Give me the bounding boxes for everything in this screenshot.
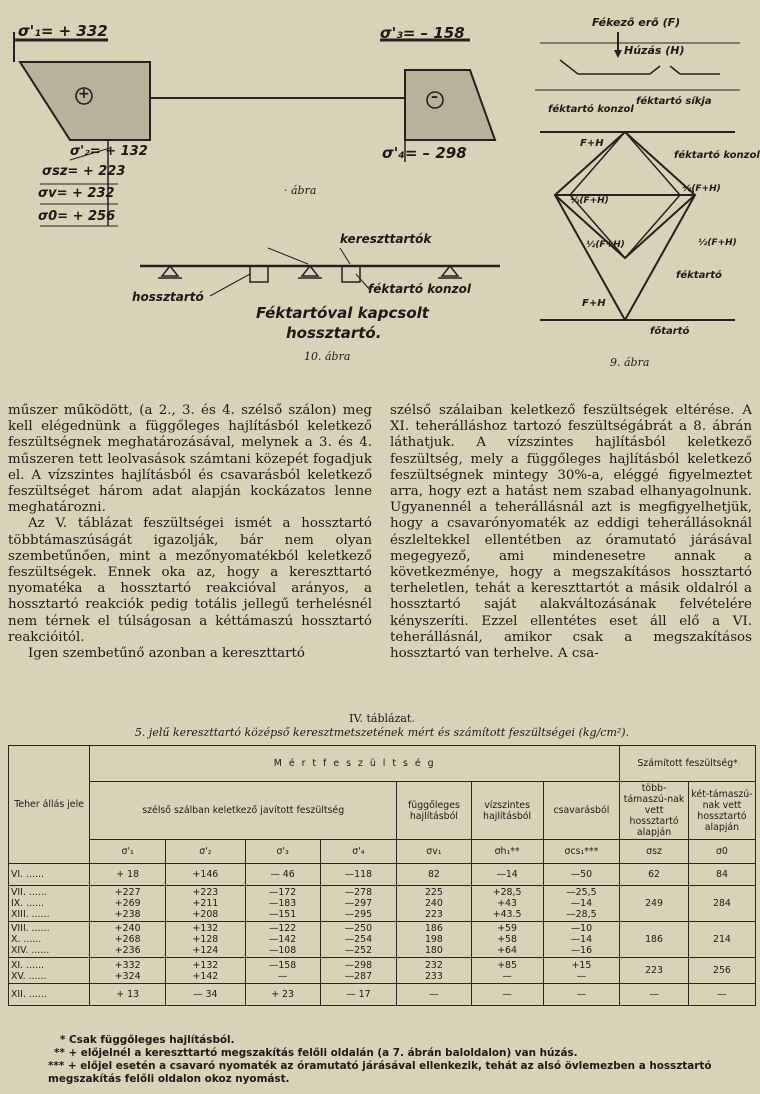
cell-value: +208	[192, 909, 219, 920]
paragraph: Igen szembetűnő azonban a kereszttartó	[28, 646, 305, 662]
label-fekezo-ero: Fékező erő (F)	[592, 16, 681, 29]
table-cell	[166, 984, 245, 1006]
header-ketamaszu: két-támaszú-nak vett hossztartó alapján	[688, 782, 755, 840]
fig9-caption: 9. ábra	[610, 356, 650, 369]
header-tobbtamaszu: több-támaszú-nak vett hossztartó alapján	[620, 782, 689, 840]
table-cell	[320, 984, 397, 1006]
sym-cell: σcs₁***	[543, 840, 620, 864]
table-cell	[90, 886, 166, 922]
paragraph: műszer működött, (a 2., 3. és 4. szélső szálon) meg kell elégednünk a függőleges hajlításból keletkező feszültségnek meghatározásával, melynek a 3. és 4. műszeren tett leolvasások számtani közepét fogadjuk el. A vízszintes hajlításból és csavarásból keletkező feszültséget három adat alapján kockázatos lenne meghatározni.	[8, 403, 372, 516]
cell-value: —278	[344, 887, 373, 898]
label-fektarto-konzol-top: féktartó konzol	[548, 104, 634, 115]
table-cell	[9, 864, 90, 886]
cell-value: +146	[192, 869, 219, 880]
cell-value: +227	[114, 887, 141, 898]
cell-value: + 13	[116, 989, 140, 1000]
table-cell	[471, 958, 543, 984]
cell-value: — 34	[193, 989, 218, 1000]
label-sigma-sz: σsz= + 223	[42, 164, 126, 179]
cell-value: —287	[344, 970, 373, 982]
table-cell: 223	[620, 958, 689, 984]
cell-value: —183	[268, 898, 297, 909]
table-cell	[245, 864, 320, 886]
table-cell	[320, 958, 397, 984]
table-cell: 249	[620, 886, 689, 922]
cell-value: —50	[570, 869, 593, 880]
cell-value: +223	[192, 887, 219, 898]
cell-value: +132	[192, 923, 219, 934]
table-cell: 214	[688, 922, 755, 958]
cell-value: —25,5	[566, 887, 597, 898]
cell-value: X. ......	[11, 934, 42, 945]
table-cell	[543, 958, 620, 984]
cell-value: + 23	[271, 989, 294, 1000]
cell-value: +15	[571, 959, 592, 971]
footnote: *** + előjel esetén a csavaró nyomaték az óramutató járásával ellenkezik, tehát az alsó övlemezben a hossztartó megszakítás felőli oldalon okoz nyomást.	[48, 1060, 712, 1085]
cell-value: —108	[268, 945, 297, 956]
cell-value: —14	[570, 898, 593, 909]
sym-cell: σ'₄	[320, 840, 397, 864]
cell-value: — 46	[270, 869, 295, 880]
cell-value: —295	[344, 909, 373, 920]
paragraph: Az V. táblázat feszültségei ismét a hossztartó többtámaszúságát igazolják, bár nem olyan szembetűnően, mint a mezőnyomatékból keletkező feszültségek. Ennek oka az, hogy a kereszttartó nyomatéka a hossztartó reakcióval arányos, a hossztartó reakciók pedig totális jellegű terhelésnél nem térnek el túlságosan a kéttámaszú hossztartó reakcióitól.	[8, 516, 372, 645]
cell-value: 186	[424, 923, 443, 934]
sym-cell: σ'₁	[90, 840, 166, 864]
table-cell	[90, 864, 166, 886]
table-cell	[543, 922, 620, 958]
label-kereszttartok: kereszttartók	[340, 232, 432, 246]
cell-value: +124	[192, 945, 219, 956]
fig10-title-line2: hossztartó.	[286, 324, 382, 342]
text-column-left	[8, 403, 372, 662]
cell-value: +132	[192, 959, 219, 971]
table-cell	[166, 958, 245, 984]
sym-cell: σ0	[688, 840, 755, 864]
table-cell: 284	[688, 886, 755, 922]
cell-value: —	[429, 989, 439, 1000]
cell-value: 233	[424, 970, 443, 982]
cell-value: +268	[114, 934, 141, 945]
table-cell	[320, 886, 397, 922]
label-sigma1: σ'₁= + 332	[18, 22, 108, 40]
label-fektarto-konzol: féktartó konzol	[368, 282, 471, 296]
cell-value: +59	[497, 923, 517, 934]
cell-value: +85	[497, 959, 517, 971]
cell-value: +64	[497, 945, 517, 956]
cell-value: —118	[344, 869, 373, 880]
header-szelso: szélső szálban keletkező javított feszültség	[90, 782, 397, 840]
table-cell	[397, 886, 471, 922]
label-fotarto: főtartó	[650, 326, 690, 337]
cell-value: —28,5	[566, 909, 597, 920]
cell-value: +43.5	[492, 909, 522, 920]
cell-value: 225	[424, 887, 443, 898]
label-sigma2: σ'₂= + 132	[70, 144, 148, 159]
label-half-fh-3: ½(F+H)	[586, 240, 625, 250]
cell-value: +269	[114, 898, 141, 909]
sym-cell: σ'₂	[166, 840, 245, 864]
paragraph: szélső szálaiban keletkező feszültségek eltérése. A XI. teherálláshoz tartozó feszültségábrát a 8. ábrán láthatjuk. A vízszintes hajlításból keletkező feszültség, mely a függőleges hajlításból keletkező feszültségnek mintegy 30%-a, eléggé figyelmeztet arra, hogy ezt a hatást nem szabad elhanyagolnunk. Ugyanennél a teherállásnál azt is megfigyelhetjük, hogy a csavarónyomaték az eddigi teherállásoknál észleltekkel ellentétben az óramutató járásával megegyező, ami mindenesetre annak a következménye, hogy a megszakításos hossztartó terheletlen, tehát a kereszttartót a másik oldalról a hossztartó saját alakváltozásának felvételére kényszeríti. Ezzel ellentétes eset áll elő a VI. teherállásnál, amikor csak a megszakításos hossztartó van terhelve. A csa-	[390, 403, 752, 662]
cell-value: 82	[427, 869, 440, 880]
cell-value: —250	[344, 923, 373, 934]
label-sigma0: σ0= + 256	[38, 209, 116, 224]
cell-value: +43	[497, 898, 517, 909]
cell-value: —14	[570, 934, 593, 945]
table-cell	[166, 886, 245, 922]
table-row	[9, 984, 756, 1006]
table-cell	[166, 864, 245, 886]
cell-value: VII. ......	[11, 887, 47, 898]
cell-value: 240	[424, 898, 443, 909]
table-row	[9, 958, 756, 984]
sym-cell: σh₁**	[471, 840, 543, 864]
cell-value: —10	[570, 923, 593, 934]
cell-value: +238	[114, 909, 141, 920]
cell-value: —297	[344, 898, 373, 909]
plus-sign: +	[78, 86, 90, 102]
cell-value: +28,5	[492, 887, 522, 898]
figure-caption: · ábra	[284, 184, 317, 197]
table-cell	[397, 922, 471, 958]
table-title: 5. jelű kereszttartó középső keresztmetszetének mért és számított feszültségei (kg/cm²).	[134, 726, 630, 739]
cell-value: +332	[114, 959, 141, 971]
table-cell	[9, 886, 90, 922]
cell-value: —252	[344, 945, 373, 956]
cell-value: XIII. ......	[11, 909, 50, 920]
cell-value: XIV. ......	[11, 945, 50, 956]
label-fh-top: F+H	[580, 138, 604, 149]
label-half-fh-4: ½(F+H)	[698, 238, 737, 248]
table-row	[9, 922, 756, 958]
cell-value: —	[502, 989, 512, 1000]
table-cell	[471, 984, 543, 1006]
table-cell	[90, 922, 166, 958]
label-huzas: Húzás (H)	[624, 44, 685, 57]
label-fektarto: féktartó	[676, 270, 722, 281]
cell-value: —254	[344, 934, 373, 945]
header-csavarasbol: csavarásból	[543, 782, 620, 840]
fig10-title-line1: Féktartóval kapcsolt	[256, 304, 429, 322]
cell-value: 223	[424, 909, 443, 920]
table-cell: —	[620, 984, 689, 1006]
table-cell	[471, 864, 543, 886]
header-mert: M é r t f e s z ü l t s é g	[90, 746, 620, 782]
table-cell	[397, 864, 471, 886]
cell-value: +324	[114, 970, 141, 982]
table-cell	[543, 864, 620, 886]
table-cell	[245, 984, 320, 1006]
cell-value: —16	[570, 945, 593, 956]
label-sigma-v: σv= + 232	[38, 186, 115, 201]
cell-value: +236	[114, 945, 141, 956]
table-cell	[9, 984, 90, 1006]
table-cell	[471, 886, 543, 922]
cell-value: +58	[497, 934, 517, 945]
table-cell	[166, 922, 245, 958]
footnotes	[8, 1034, 756, 1086]
cell-value: +211	[192, 898, 219, 909]
cell-value: +128	[192, 934, 219, 945]
cell-value: +142	[192, 970, 219, 982]
cell-value: —142	[268, 934, 297, 945]
table-cell	[543, 984, 620, 1006]
table-number: IV. táblázat.	[349, 712, 415, 725]
cell-value: —122	[268, 923, 297, 934]
table-cell: 62	[620, 864, 689, 886]
cell-value: 232	[424, 959, 443, 971]
table-cell	[397, 984, 471, 1006]
header-fuggoleges: függőleges hajlításból	[397, 782, 471, 840]
cell-value: —298	[344, 959, 373, 971]
table-cell	[320, 864, 397, 886]
sym-cell: σsz	[620, 840, 689, 864]
table-cell	[471, 922, 543, 958]
label-hossztarto: hossztartó	[132, 290, 204, 304]
cell-value: —172	[268, 887, 297, 898]
table-cell	[245, 886, 320, 922]
cell-value: —	[576, 970, 587, 982]
table-cell	[397, 958, 471, 984]
label-half-fh-1: ½(F+H)	[570, 196, 609, 206]
sym-cell: σv₁	[397, 840, 471, 864]
header-teher: Teher állás jele	[9, 746, 90, 864]
footnote: ** + előjelnél a kereszttartó megszakítás felőli oldalán (a 7. ábrán baloldalon) van húzás.	[54, 1047, 578, 1059]
header-szamitott: Számított feszültség*	[620, 746, 756, 782]
header-vizszintes: vízszintes hajlításból	[471, 782, 543, 840]
figure-9-drawing	[530, 10, 760, 355]
cell-value: —14	[496, 869, 518, 880]
cell-value: IX. ......	[11, 898, 45, 909]
table-cell	[9, 958, 90, 984]
table-row	[9, 886, 756, 922]
table-cell	[245, 922, 320, 958]
cell-value: XII. ......	[11, 989, 47, 1000]
minus-sign: –	[431, 89, 438, 105]
text-column-right	[390, 403, 752, 662]
cell-value: —	[502, 970, 512, 982]
fig10-caption: 10. ábra	[304, 350, 351, 363]
cell-value: — 17	[346, 989, 371, 1000]
stress-table	[8, 745, 756, 1006]
cell-value: VIII. ......	[11, 923, 50, 934]
cell-value: +240	[114, 923, 141, 934]
cell-value: XV. ......	[11, 970, 47, 982]
table-cell	[9, 922, 90, 958]
table-cell	[543, 886, 620, 922]
cell-value: —	[576, 989, 587, 1000]
table-cell	[90, 984, 166, 1006]
sym-cell: σ'₃	[245, 840, 320, 864]
table-cell: 256	[688, 958, 755, 984]
cell-value: —151	[268, 909, 297, 920]
cell-value: 180	[424, 945, 443, 956]
label-fh-bottom: F+H	[582, 298, 606, 309]
cell-value: —158	[268, 959, 297, 971]
table-cell	[320, 922, 397, 958]
cell-value: VI. ......	[11, 869, 45, 880]
cell-value: 198	[424, 934, 443, 945]
cell-value: XI. ......	[11, 959, 45, 971]
table-cell	[90, 958, 166, 984]
table-row	[9, 864, 756, 886]
label-sigma3: σ'₃= – 158	[380, 24, 465, 42]
label-half-fh-2: ½(F+H)	[682, 184, 721, 194]
cell-value: + 18	[116, 869, 140, 880]
label-fektarto-sikja: féktartó síkja	[636, 96, 712, 107]
table-cell: 186	[620, 922, 689, 958]
table-cell: 84	[688, 864, 755, 886]
table-body	[9, 864, 756, 1006]
table-cell	[245, 958, 320, 984]
table-cell: —	[688, 984, 755, 1006]
footnote: * Csak függőleges hajlításból.	[60, 1034, 235, 1046]
cell-value: —	[277, 970, 288, 982]
label-sigma4: σ'₄= – 298	[382, 144, 467, 162]
label-fektarto-konzol-right: féktartó konzol	[674, 150, 760, 161]
